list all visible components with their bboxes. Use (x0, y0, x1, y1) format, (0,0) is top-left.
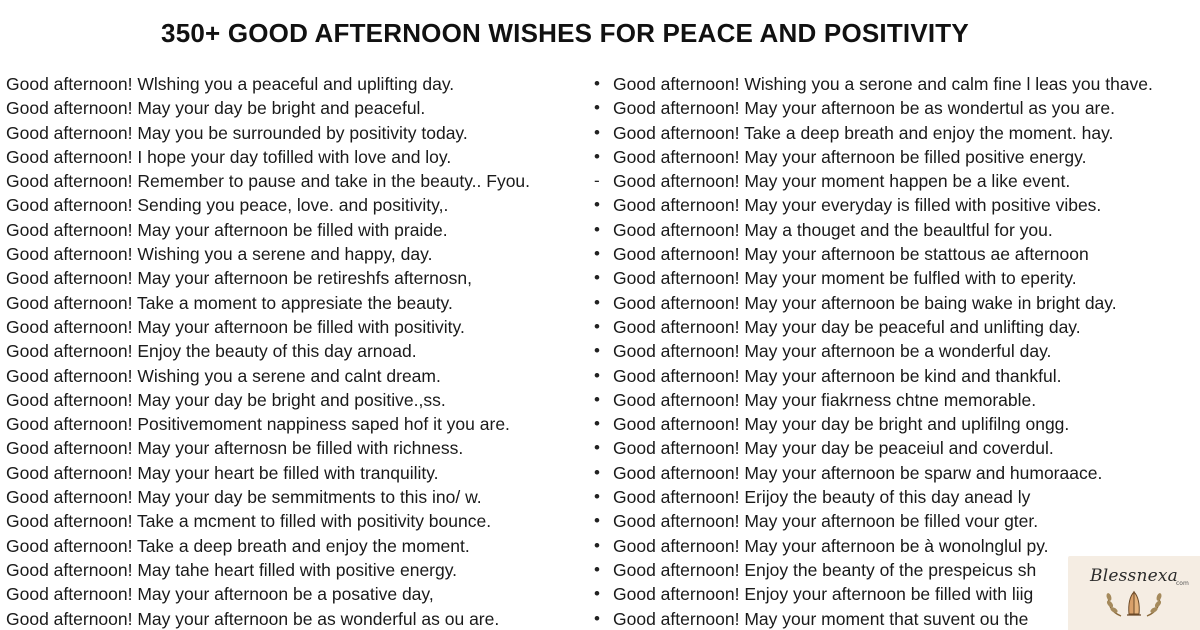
list-item-text: Good afternoon! May your day be bright and uplifilng ongg. (613, 414, 1070, 435)
list-item: Good afternoon! Take a mcment to filled with positivity bounce. (6, 511, 492, 532)
praying-hands-laurel-icon (1099, 588, 1169, 620)
bullet-icon: • (594, 146, 600, 166)
bullet-icon: • (594, 316, 600, 336)
page-title: 350+ GOOD AFTERNOON WISHES FOR PEACE AND POSITIVITY (161, 18, 969, 48)
bullet-icon: • (594, 608, 600, 628)
list-item-text: Good afternoon! May your afternoon be filled positive energy. (613, 146, 1087, 167)
list-item (594, 339, 1200, 363)
list-item-text: Good afternoon! Take a deep breath and enjoy the moment. hay. (613, 122, 1114, 143)
list-item (594, 388, 1200, 412)
list-item (594, 72, 1200, 96)
bullet-icon: • (594, 438, 600, 458)
list-item-text: Good afternoon! May your afternoon be kind and thankful. (613, 365, 1062, 386)
list-item-text: Good afternoon! May your day be peaceful and unlifting day. (613, 316, 1081, 337)
logo-domain-suffix: com (1176, 580, 1189, 587)
list-item: Good afternoon! I hope your day tofilled with love and loy. (6, 146, 452, 167)
bullet-icon: • (594, 219, 600, 239)
right-wish-list (594, 72, 1200, 630)
bullet-icon: - (594, 171, 600, 191)
list-item-text: Good afternoon! Erijoy the beauty of this day anead ly (613, 487, 1031, 508)
list-item-text: Good afternoon! May your fiakrness chtne memorable. (613, 389, 1037, 410)
bullet-icon: • (594, 244, 600, 264)
bullet-icon: • (594, 195, 600, 215)
list-item-text: Good afternoon! May your afternoon be sparw and humoraace. (613, 462, 1103, 483)
list-item: Good afternoon! May your day be semmitments to this ino/ w. (6, 487, 482, 508)
bullet-icon: • (594, 584, 600, 604)
list-item (594, 96, 1200, 120)
list-item: Good afternoon! Wishing you a serene and calnt dream. (6, 365, 441, 386)
bullet-icon: • (594, 122, 600, 142)
list-item: Good afternoon! Positivemoment nappiness saped hof it you are. (6, 414, 510, 435)
list-item (594, 534, 1200, 558)
bullet-icon: • (594, 74, 600, 93)
list-item: Good afternoon! May tahe heart filled with positive energy. (6, 559, 458, 580)
list-item: Good afternoon! May your afternosn be filled with richness. (6, 438, 464, 459)
list-item-text: Good afternoon! May your day be peaceiul and coverdul. (613, 438, 1054, 459)
list-item: Good afternoon! May your afternoon be as wonderful as ou are. (6, 608, 500, 629)
list-item-text: Good afternoon! May your afternoon be filled vour gter. (613, 511, 1039, 532)
list-item: Good afternoon! May you be surrounded by positivity today. (6, 122, 468, 143)
bullet-icon: • (594, 414, 600, 434)
list-item (594, 461, 1200, 485)
list-item (594, 218, 1200, 242)
list-item: Good afternoon! May your heart be filled with tranquility. (6, 462, 439, 483)
list-item (594, 509, 1200, 533)
list-item (594, 193, 1200, 217)
list-item: Good afternoon! Enjoy the beauty of this day arnoad. (6, 341, 417, 362)
bullet-icon: • (594, 268, 600, 288)
list-item (594, 364, 1200, 388)
list-item: Good afternoon! May your afternoon be filled with positivity. (6, 316, 465, 337)
brand-logo (1068, 556, 1200, 630)
list-item-text: Good afternoon! May your moment happen be a like event. (613, 171, 1071, 192)
list-item-text: Good afternoon! May your afternoon be a wonderful day. (613, 341, 1052, 362)
list-item (594, 145, 1200, 169)
list-item: Good afternoon! Remember to pause and take in the beauty.. Fyou. (6, 171, 531, 192)
bullet-icon: • (594, 511, 600, 531)
bullet-icon: • (594, 462, 600, 482)
list-item (594, 242, 1200, 266)
list-item: Good afternoon! Take a moment to appresiate the beauty. (6, 292, 453, 313)
list-item-text: Good afternoon! May a thouget and the beaultful for you. (613, 219, 1053, 240)
list-item-text: Good afternoon! Enjoy the beanty of the prespeicus sh (613, 559, 1037, 580)
list-item: Good afternoon! Wlshing you a peaceful and uplifting day. (6, 74, 455, 94)
list-item-text: Good afternoon! May your afternoon be as wondertul as you are. (613, 98, 1115, 119)
list-item-text: Good afternoon! May your afternoon be baing wake in bright day. (613, 292, 1117, 313)
list-item: Good afternoon! May your day be bright and positive.,ss. (6, 389, 446, 410)
list-item (594, 412, 1200, 436)
list-item (594, 291, 1200, 315)
list-item-text: Good afternoon! May your afternoon be à wonolnglul py. (613, 535, 1049, 556)
list-item: Good afternoon! May your day be bright and peaceful. (6, 98, 426, 119)
list-item: Good afternoon! May your afternoon be a posative day, (6, 584, 434, 605)
list-item-text: Good afternoon! Enjoy your afternoon be filled with liig (613, 584, 1034, 605)
list-item-text: Good afternoon! May your moment be fulfled with to eperity. (613, 268, 1077, 289)
list-item-text: Good afternoon! May your moment that suvent ou the (613, 608, 1029, 629)
bullet-icon: • (594, 365, 600, 385)
left-wish-list (6, 72, 586, 630)
list-item: Good afternoon! May your afternoon be filled with praide. (6, 219, 448, 240)
list-item: Good afternoon! Wishing you a serene and happy, day. (6, 244, 433, 265)
bullet-icon: • (594, 487, 600, 507)
list-item-text: Good afternoon! May your afternoon be stattous ae afternoon (613, 244, 1089, 265)
list-item: Good afternoon! May your afternoon be retireshfs afternosn, (6, 268, 472, 289)
bullet-icon: • (594, 292, 600, 312)
bullet-icon: • (594, 535, 600, 555)
list-item (594, 315, 1200, 339)
list-item (594, 121, 1200, 145)
list-item (594, 436, 1200, 460)
list-item: Good afternoon! Take a deep breath and enjoy the moment. (6, 535, 470, 556)
list-item-text: Good afternoon! Wishing you a serone and calm fine l leas you thave. (613, 74, 1153, 94)
bullet-icon: • (594, 341, 600, 361)
logo-wordmark: Blessnexa (1090, 566, 1178, 586)
list-item (594, 169, 1200, 193)
bullet-icon: • (594, 389, 600, 409)
list-item-text: Good afternoon! May your everyday is filled with positive vibes. (613, 195, 1102, 216)
bullet-icon: • (594, 98, 600, 118)
list-item: Good afternoon! Sending you peace, love. and positivity,. (6, 195, 449, 216)
list-item (594, 266, 1200, 290)
bullet-icon: • (594, 559, 600, 579)
list-item (594, 485, 1200, 509)
